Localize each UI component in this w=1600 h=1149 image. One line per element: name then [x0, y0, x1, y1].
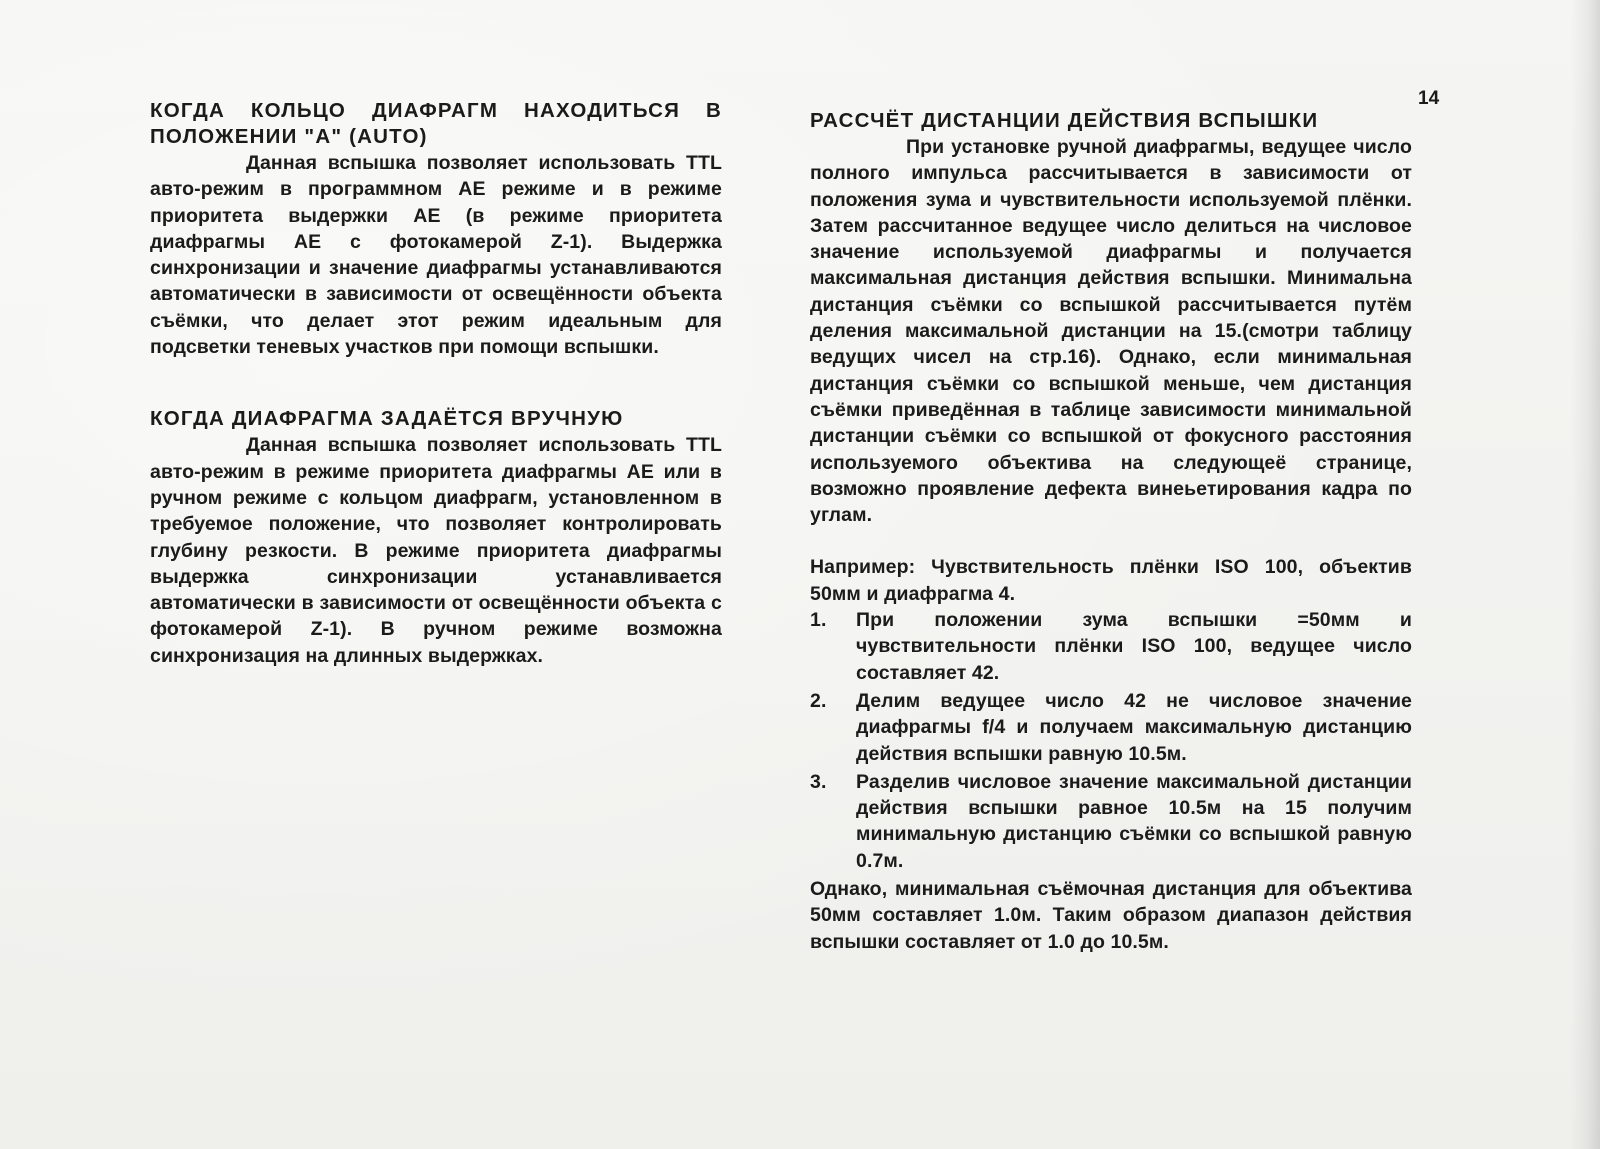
conclusion-text: Однако, минимальная съёмочная дистанция для объектива 50мм составляет 1.0м. Таким образом диапазон действия вспышки составляет от 1.0 до 10.5м. [810, 878, 1412, 953]
list-item-text: Делим ведущее число 42 не числовое значение диафрагмы f/4 и получаем максимальную дистанцию действия вспышки равную 10.5м. [856, 689, 1412, 765]
list-item-number: 1. [810, 609, 827, 632]
page-edge-shadow [1570, 0, 1600, 1149]
list-item [810, 607, 1412, 686]
list-item [810, 769, 1412, 874]
list-item-text: Разделив числовое значение максимальной дистанции действия вспышки равное 10.5м на 15 получим минимальную дистанцию съёмки со вспышкой равную 0.7м. [856, 770, 1412, 872]
page-number: 14 [1418, 88, 1440, 109]
list-item-text: При положении зума вспышки =50мм и чувствительности плёнки ISO 100, ведущее число составляет 42. [856, 609, 1412, 684]
example-intro: Например: Чувствительность плёнки ISO 100, объектив 50мм и диафрагма 4. [810, 556, 1412, 605]
section-heading-distance: РАССЧЁТ ДИСТАНЦИИ ДЕЙСТВИЯ ВСПЫШКИ [810, 109, 1319, 132]
list-item-number: 2. [810, 689, 827, 712]
list-item [810, 688, 1412, 767]
right-column [810, 108, 1412, 955]
list-item-number: 3. [810, 770, 827, 793]
example-steps [810, 607, 1412, 874]
section-body-distance: При установке ручной диафрагмы, ведущее число полного импульса рассчитывается в зависимости от положения зума и чувствительности используемой плёнки. Затем рассчитанное ведущее число делиться на числовое значение используемой диафрагмы и получается максимальная дистанция действия вспышки. Минимальна дистанция съёмки со вспышкой рассчитывается путём деления максимальной дистанции на 15.(смотри таблицу ведущих чисел на стр.16). Однако, если минимальная дистанция съёмки со вспышкой меньше, чем дистанция съёмки приведённая в таблице зависимости минимальной дистанции съёмки со вспышкой от фокусного расстояния используемого объектива на следующеё странице, возможно проявление дефекта винеьетирования кадра по углам. [810, 136, 1412, 527]
spacer [150, 360, 722, 406]
spacer [810, 528, 1412, 554]
left-column [150, 98, 722, 669]
section-heading-auto: КОГДА КОЛЬЦО ДИАФРАГМ НАХОДИТЬСЯ В ПОЛОЖЕНИИ "А" (AUTO) [150, 99, 722, 148]
section-body-manual: Данная вспышка позволяет использовать TTL авто-режим в режиме приоритета диафрагмы AE или в ручном режиме с кольцом диафрагм, установленном в требуемое положение, что позволяет контролировать глубину резкости. В режиме приоритета диафрагмы выдержка синхронизации устанавливается автоматически в зависимости от освещённости объекта с фотокамерой Z-1). В ручном режиме возможна синхронизация на длинных выдержках. [150, 434, 722, 667]
section-heading-manual: КОГДА ДИАФРАГМА ЗАДАЁТСЯ ВРУЧНУЮ [150, 407, 624, 431]
section-body-auto: Данная вспышка позволяет использовать TTL авто-режим в программном AE режиме и в режиме приоритета выдержки AE (в режиме приоритета диафрагмы AE с фотокамерой Z-1). Выдержка синхронизации и значение диафрагмы устанавливаются автоматически в зависимости от освещённости объекта съёмки, что делает этот режим идеальным для подсветки теневых участков при помощи вспышки. [150, 152, 722, 359]
